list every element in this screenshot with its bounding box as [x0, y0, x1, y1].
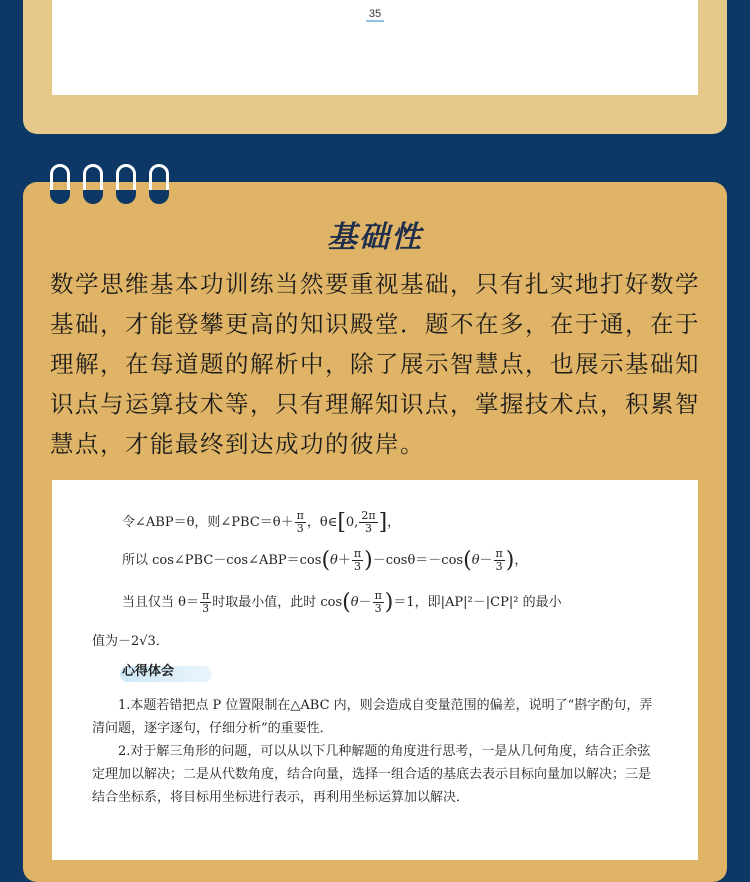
book-page — [52, 480, 698, 860]
reflection-paragraph-2: 2.对于解三角形的问题，可以从以下几种解题的角度进行思考，一是从几何角度，结合正余弦定理加以解决；二是从代数角度，结合向量，选择一组合适的基底去表示目标向量加以解决；三是结合坐标系，将目标用坐标进行表示，再利用坐标运算加以解决． — [92, 744, 652, 805]
section-intro: 数学思维基本功训练当然要重视基础，只有扎实地打好数学基础，才能登攀更高的知识殿堂．题不在多，在于通，在于理解，在每道题的解析中，除了展示智慧点，也展示基础知识点与运算技术等，只有理解知识点，掌握技术点，积累智慧点，才能最终到达成功的彼岸。 — [50, 270, 700, 458]
reflection-paragraph-1: 1.本题若错把点 P 位置限制在△ABC 内，则会造成自变量范围的偏差，说明了“斟字酌句，弄清问题，逐字逐句，仔细分析”的重要性． — [92, 698, 653, 736]
solution-line-4: 值为－2√3． — [92, 634, 169, 649]
previous-page — [52, 0, 698, 95]
solution-line-3: 当且仅当 θ＝ $\frac{\pi}{3}$ 时取最小值，此时 cos(θ－ $\frac{\pi}{3}$ )＝1，即|AP|²－|CP|² 的最小 — [122, 589, 562, 615]
section-title: 基础性 — [327, 220, 423, 255]
page-number: 35 — [52, 8, 698, 22]
binder-rings-icon — [48, 164, 178, 210]
solution-line-2: 所以 cos∠PBC－cos∠ABP＝cos(θ＋ $\frac{\pi}{3}$ )－cosθ＝－cos(θ－ $\frac{\pi}{3}$ )， — [122, 547, 528, 573]
reflection-heading: 心得体会 — [122, 664, 175, 679]
solution-line-1: 令∠ABP＝θ，则∠PBC＝θ＋ $\frac{\pi}{3}$ ，θ∈[0, $\frac{2\pi}{3}$ ]， — [122, 509, 401, 535]
